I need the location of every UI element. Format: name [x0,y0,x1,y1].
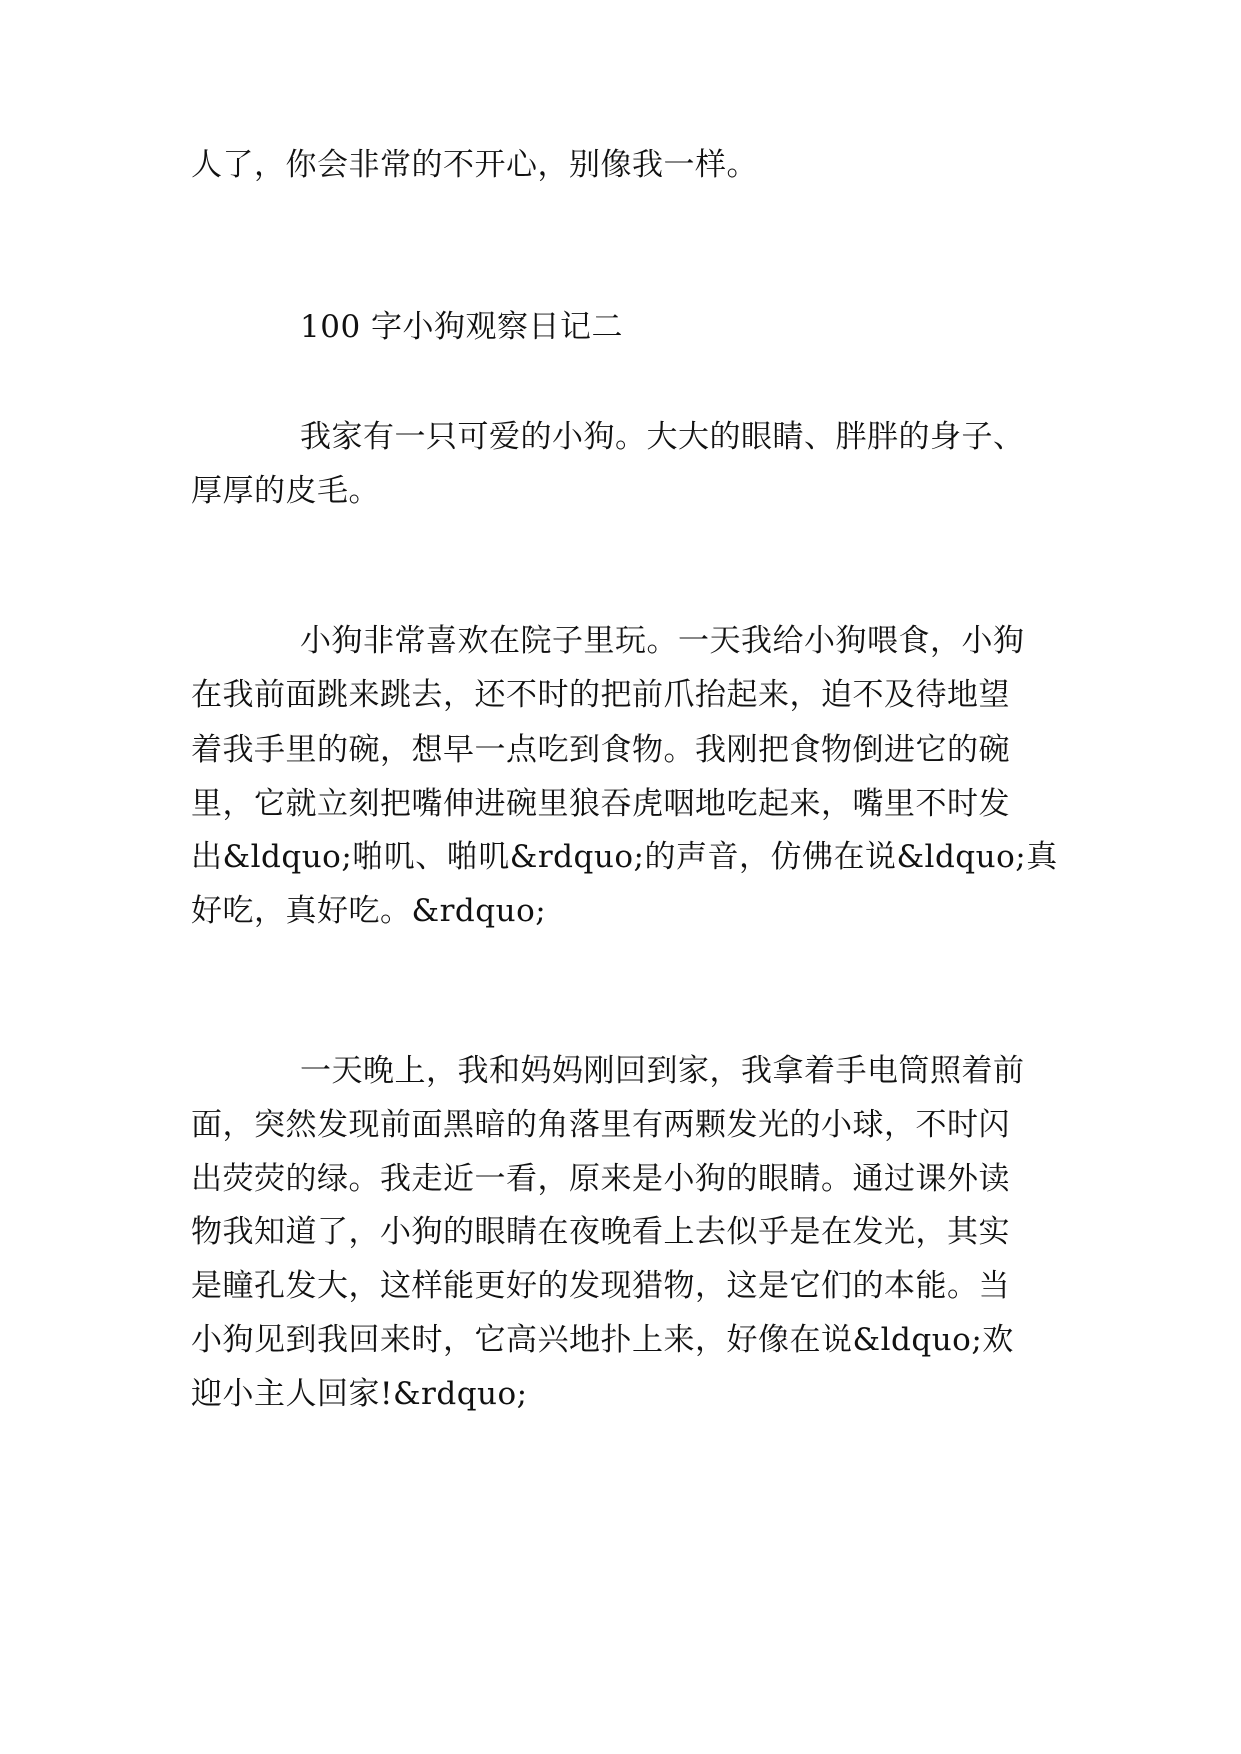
paragraph-2-line-4: 里，它就立刻把嘴伸进碗里狼吞虎咽地吃起来，嘴里不时发 [191,786,1010,822]
section-heading: 100 字小狗观察日记二 [300,309,624,345]
paragraph-1-line-2: 厚厚的皮毛。 [191,473,380,509]
paragraph-2-line-3: 着我手里的碗，想早一点吃到食物。我刚把食物倒进它的碗 [191,732,1010,768]
paragraph-3-line-4: 物我知道了，小狗的眼睛在夜晚看上去似乎是在发光，其实 [191,1214,1010,1250]
paragraph-3-line-6: 小狗见到我回来时，它高兴地扑上来，好像在说&ldquo;欢 [191,1322,1014,1358]
paragraph-3-line-1: 一天晚上，我和妈妈刚回到家，我拿着手电筒照着前 [300,1053,1025,1089]
paragraph-2-line-1: 小狗非常喜欢在院子里玩。一天我给小狗喂食，小狗 [300,623,1025,659]
paragraph-2-line-2: 在我前面跳来跳去，还不时的把前爪抬起来，迫不及待地望 [191,677,1010,713]
carry-over-line: 人了，你会非常的不开心，别像我一样。 [191,147,758,183]
paragraph-3-line-7: 迎小主人回家!&rdquo; [191,1376,528,1412]
paragraph-2-line-6: 好吃，真好吃。&rdquo; [191,893,547,929]
paragraph-3-line-5: 是瞳孔发大，这样能更好的发现猎物，这是它们的本能。当 [191,1268,1010,1304]
paragraph-1-line-1: 我家有一只可爱的小狗。大大的眼睛、胖胖的身子、 [300,419,1025,455]
paragraph-2-line-5: 出&ldquo;啪叽、啪叽&rdquo;的声音，仿佛在说&ldquo;真 [191,839,1058,875]
paragraph-3-line-3: 出荧荧的绿。我走近一看，原来是小狗的眼睛。通过课外读 [191,1161,1010,1197]
paragraph-3-line-2: 面，突然发现前面黑暗的角落里有两颗发光的小球，不时闪 [191,1107,1010,1143]
